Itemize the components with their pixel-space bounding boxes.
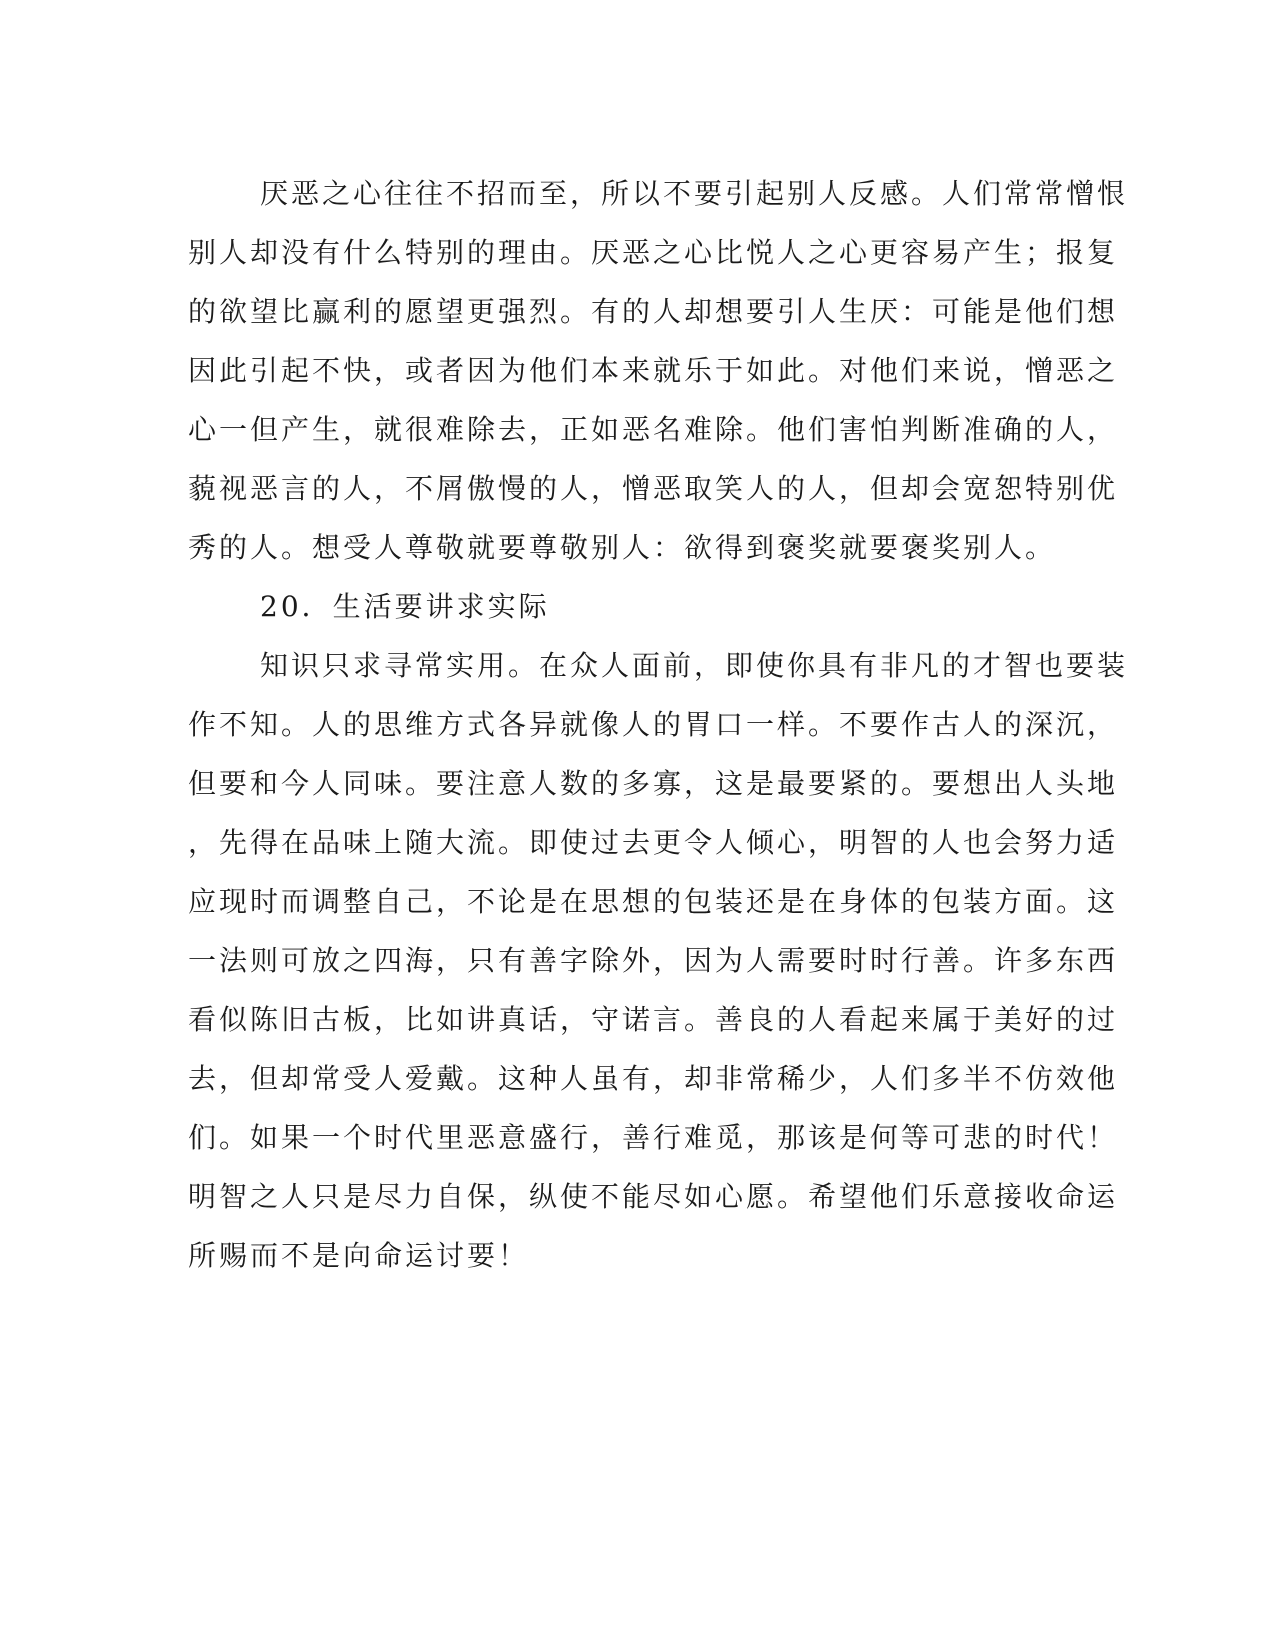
paragraph-line: ，先得在品味上随大流。即使过去更令人倾心，明智的人也会努力适 bbox=[188, 826, 1119, 859]
paragraph-line: 所赐而不是向命运讨要！ bbox=[188, 1239, 530, 1272]
paragraph-line: 因此引起不快，或者因为他们本来就乐于如此。对他们来说，憎恶之 bbox=[188, 354, 1119, 387]
paragraph-line: 去，但却常受人爱戴。这种人虽有，却非常稀少，人们多半不仿效他 bbox=[188, 1062, 1119, 1095]
paragraph-line: 一法则可放之四海，只有善字除外，因为人需要时时行善。许多东西 bbox=[188, 944, 1119, 977]
paragraph-line: 知识只求寻常实用。在众人面前，即使你具有非凡的才智也要装 bbox=[260, 649, 1129, 682]
paragraph-line: 应现时而调整自己，不论是在思想的包装还是在身体的包装方面。这 bbox=[188, 885, 1119, 918]
paragraph-line: 的欲望比赢利的愿望更强烈。有的人却想要引人生厌：可能是他们想 bbox=[188, 295, 1119, 328]
paragraph-line: 心一但产生，就很难除去，正如恶名难除。他们害怕判断准确的人， bbox=[188, 413, 1119, 446]
paragraph-line: 秀的人。想受人尊敬就要尊敬别人：欲得到褒奖就要褒奖别人。 bbox=[188, 531, 1057, 564]
section-heading: 20．生活要讲求实际 bbox=[260, 590, 550, 623]
paragraph-line: 别人却没有什么特别的理由。厌恶之心比悦人之心更容易产生；报复 bbox=[188, 236, 1119, 269]
paragraph-line: 们。如果一个时代里恶意盛行，善行难觅，那该是何等可悲的时代！ bbox=[188, 1121, 1119, 1154]
paragraph-line: 厌恶之心往往不招而至，所以不要引起别人反感。人们常常憎恨 bbox=[260, 177, 1129, 210]
paragraph-line: 但要和今人同味。要注意人数的多寡，这是最要紧的。要想出人头地 bbox=[188, 767, 1119, 800]
paragraph-line: 藐视恶言的人，不屑傲慢的人，憎恶取笑人的人，但却会宽恕特别优 bbox=[188, 472, 1119, 505]
paragraph-line: 明智之人只是尽力自保，纵使不能尽如心愿。希望他们乐意接收命运 bbox=[188, 1180, 1119, 1213]
paragraph-line: 看似陈旧古板，比如讲真话，守诺言。善良的人看起来属于美好的过 bbox=[188, 1003, 1119, 1036]
paragraph-line: 作不知。人的思维方式各异就像人的胃口一样。不要作古人的深沉， bbox=[188, 708, 1119, 741]
